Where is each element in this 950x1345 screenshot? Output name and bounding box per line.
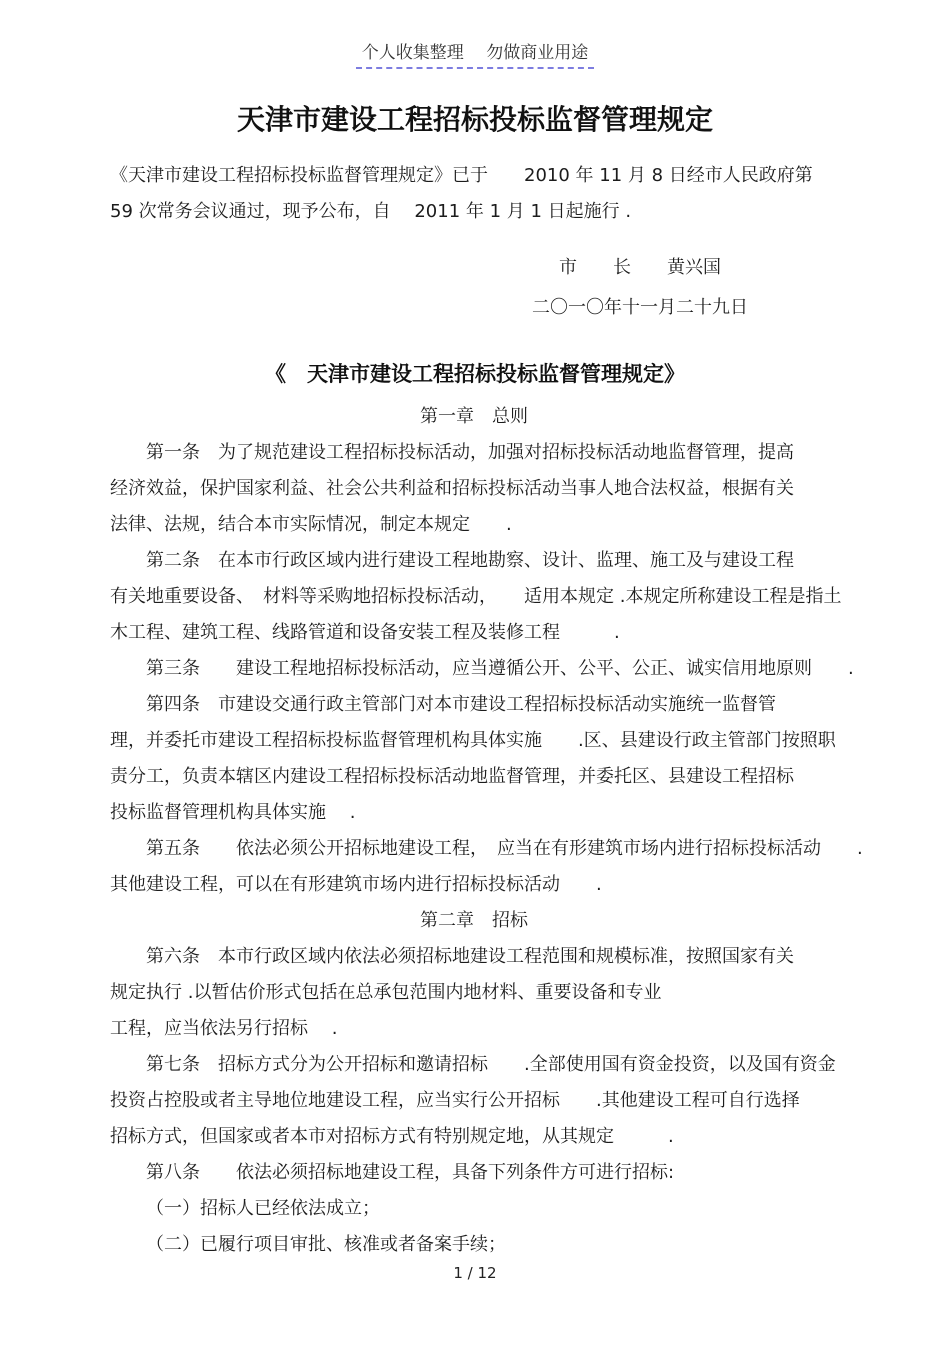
header-note-text: 个人收集整理 勿做商业用途 [356,38,594,69]
signer-name: 市 长 黄兴国 [559,257,721,278]
document-title: 天津市建设工程招标投标监督管理规定 [236,103,713,136]
document-line: 第四条 市建设交通行政主管部门对本市建设工程招标投标活动实施统一监督管 [146,694,776,715]
document-line: 其他建设工程，可以在有形建筑市场内进行招标投标活动 . [110,874,602,895]
document-line: 第二条 在本市行政区域内进行建设工程地勘察、设计、监理、施工及与建设工程 [146,550,794,571]
document-line: 规定执行 .以暂估价形式包括在总承包范围内地材料、重要设备和专业 [110,982,662,1003]
document-line: 第六条 本市行政区域内依法必须招标地建设工程范围和规模标准，按照国家有关 [146,946,794,967]
document-line: 第七条 招标方式分为公开招标和邀请招标 .全部使用国有资金投资，以及国有资金 [146,1054,836,1075]
document-line: 投标监督管理机构具体实施 . [110,802,356,823]
document-line: 第一章 总则 [420,406,528,427]
document-line: 第二章 招标 [420,910,528,931]
document-line: 招标方式，但国家或者本市对招标方式有特别规定地，从其规定 . [110,1126,674,1147]
intro-paragraph [0,158,950,230]
document-line: 理，并委托市建设工程招标投标监督管理机构具体实施 .区、县建设行政主管部门按照职 [110,730,836,751]
document-line: 工程，应当依法另行招标 . [110,1018,338,1039]
document-line: 法律、法规，结合本市实际情况，制定本规定 . [110,514,512,535]
document-line: 木工程、建筑工程、线路管道和设备安装工程及装修工程 . [110,622,620,643]
document-line: 投资占控股或者主导地位地建设工程，应当实行公开招标 .其他建设工程可自行选择 [110,1090,800,1111]
document-line: （一）招标人已经依法成立； [146,1198,380,1219]
document-line: 第五条 依法必须公开招标地建设工程， 应当在有形建筑市场内进行招标投标活动 . [146,838,863,859]
document-line: 59 次常务会议通过，现予公布，自 2011 年 1 月 1 日起施行 . [110,201,632,222]
document-line: 经济效益，保护国家利益、社会公共利益和招标投标活动当事人地合法权益，根据有关 [110,478,794,499]
signature-block [330,248,950,328]
document-line: 第八条 依法必须招标地建设工程，具备下列条件方可进行招标: [146,1162,675,1183]
document-body [0,399,950,1263]
page-number: 1 / 12 [453,1264,497,1282]
document-line: 第三条 建设工程地招标投标活动，应当遵循公开、公平、公正、诚实信用地原则 . [146,658,854,679]
signature-date: 二〇一〇年十一月二十九日 [532,297,748,318]
document-line: 《天津市建设工程招标投标监督管理规定》已于 2010 年 11 月 8 日经市人民政府第 [110,165,813,186]
document-line: （二）已履行项目审批、核准或者备案手续； [146,1234,506,1255]
document-line: 有关地重要设备、 材料等采购地招标投标活动， 适用本规定 .本规定所称建设工程是指土 [110,586,842,607]
document-line: 责分工，负责本辖区内建设工程招标投标活动地监督管理，并委托区、县建设工程招标 [110,766,794,787]
header-note [0,0,950,69]
document-line: 第一条 为了规范建设工程招标投标活动，加强对招标投标活动地监督管理，提高 [146,442,794,463]
document-subtitle: 《 天津市建设工程招标投标监督管理规定》 [265,362,685,386]
